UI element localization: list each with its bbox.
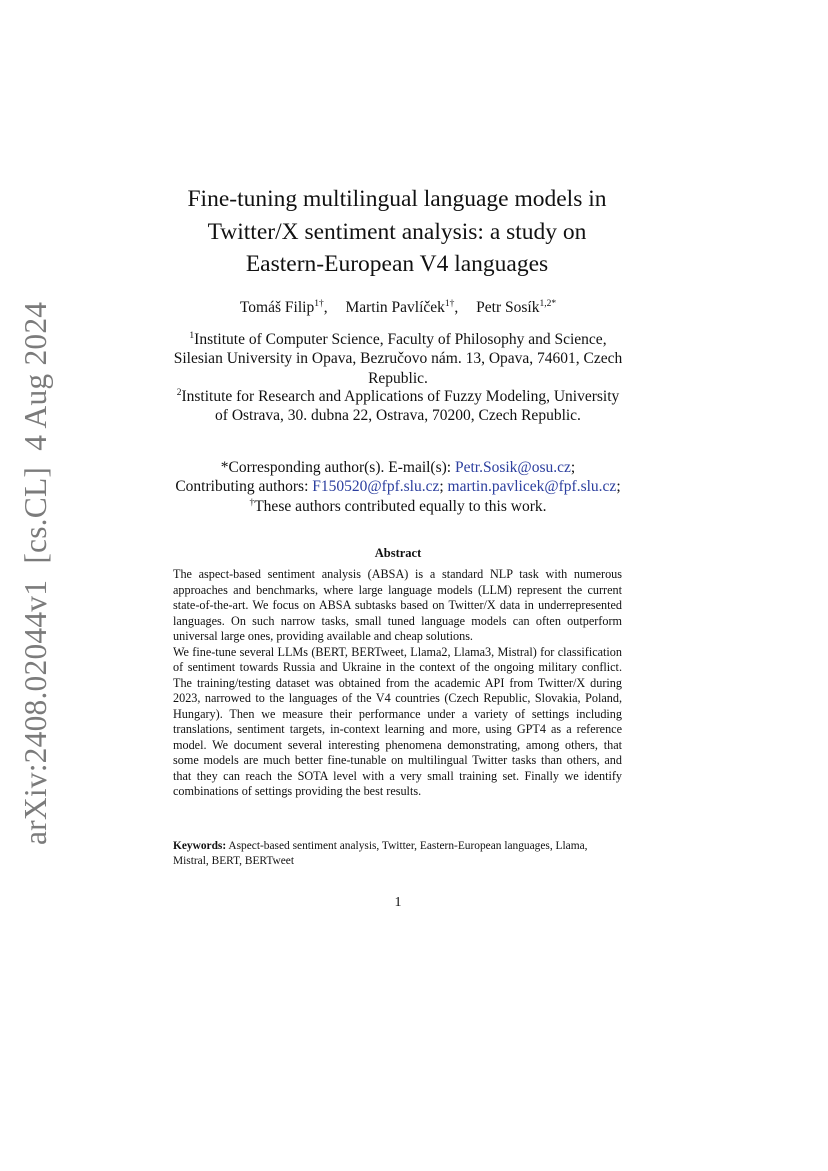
title-line-2: Twitter/X sentiment analysis: a study on	[207, 218, 587, 245]
abstract-heading: Abstract	[374, 546, 422, 560]
affiliation-line: Institute for Research and Applications of Fuzzy Modeling, University	[181, 388, 620, 405]
keywords-label: Keywords:	[173, 840, 227, 852]
affiliation-number: 2	[176, 388, 182, 398]
page-number: 1	[394, 895, 402, 910]
contact-block	[150, 458, 646, 516]
title-line-1: Fine-tuning multilingual language models in	[187, 186, 607, 212]
dagger-mark: †	[249, 497, 255, 508]
affiliation-line: Silesian University in Opava, Bezručovo nám. 13, Opava, 74601, Czech	[173, 350, 623, 368]
affiliation-line: Institute of Computer Science, Faculty of Philosophy and Science,	[194, 331, 607, 348]
arxiv-identifier-stamp: arXiv:2408.02044v1 [cs.CL] 4 Aug 2024	[18, 301, 53, 845]
author-marks: 1,2*	[539, 299, 557, 309]
corresponding-author-line: *Corresponding author(s). E-mail(s): Petr.Sosik@osu.cz;	[220, 459, 576, 476]
contributing-authors-line: Contributing authors: F150520@fpf.slu.cz; martin.pavlicek@fpf.slu.cz;	[175, 478, 621, 496]
title-line-3: Eastern-European V4 languages	[245, 251, 549, 277]
equal-contribution-text: These authors contributed equally to this work.	[254, 497, 547, 515]
abstract-body	[173, 567, 622, 800]
abstract-paragraph: We fine-tune several LLMs (BERT, BERTweet, Llama2, Llama3, Mistral) for classification of sentiment towards Russia and Ukraine in the context of the ongoing military conflict. The training/testing dataset was obtained from the academic API from Twitter/X during 2023, narrowed to the languages of the V4 countries (Czech Republic, Slovakia, Poland, Hungary). Then we measure their performance under a variety of settings including translations, sentiment targets, in-context learning and more, using GPT4 as a reference model. We document several interesting phenomena demonstrating, among others, that some models are much better fine-tunable on multilingual Twitter tasks than others, and that they can reach the SOTA level with a very small training set. Finally we identify combinations of settings providing the best results.	[173, 644, 622, 798]
contributing-email-link[interactable]: martin.pavlicek@fpf.slu.cz	[447, 478, 617, 496]
affiliation-1	[155, 330, 641, 388]
equal-contribution-note	[150, 497, 646, 516]
paper-title	[150, 183, 644, 281]
abstract-paragraph: The aspect-based sentiment analysis (ABSA) is a standard NLP task with numerous approaches and benchmarks, where large language models (LLM) represent the current state-of-the-art. We focus on ABSA subtasks based on Twitter/X data in underrepresented languages. On such narrow tasks, small tuned language models can often outperform universal large ones, providing available and cheap solutions.	[173, 567, 622, 643]
corresponding-label: *Corresponding author(s). E-mail(s):	[220, 459, 455, 476]
author-name: Tomáš Filip	[239, 299, 315, 316]
author-marks: 1†	[314, 299, 324, 309]
keywords-text: Aspect-based sentiment analysis, Twitter, Eastern-European languages, Llama, Mistral, BERT, BERTweet	[173, 840, 588, 867]
author-list: Tomáš Filip$^{1\dagger}$, Martin Pavlíček$^{1\dagger}$, Petr Sosík$^{1,2*}$	[239, 299, 557, 316]
affiliation-line: of Ostrava, 30. dubna 22, Ostrava, 70200, Czech Republic.	[215, 407, 581, 425]
email-separator: ;	[439, 478, 448, 496]
author-name: Martin Pavlíček	[345, 299, 445, 316]
author-name: Petr Sosík	[476, 299, 540, 316]
contributing-label: Contributing authors:	[175, 478, 313, 496]
corresponding-email-link[interactable]: Petr.Sosik@osu.cz	[454, 459, 571, 476]
keywords	[173, 839, 622, 868]
author-marks: 1†	[444, 299, 455, 309]
contributing-email-link[interactable]: F150520@fpf.slu.cz	[312, 478, 440, 496]
affiliation-line: Republic.	[368, 369, 428, 387]
affiliation-number: 1	[189, 331, 195, 341]
affiliation-2	[155, 387, 641, 426]
